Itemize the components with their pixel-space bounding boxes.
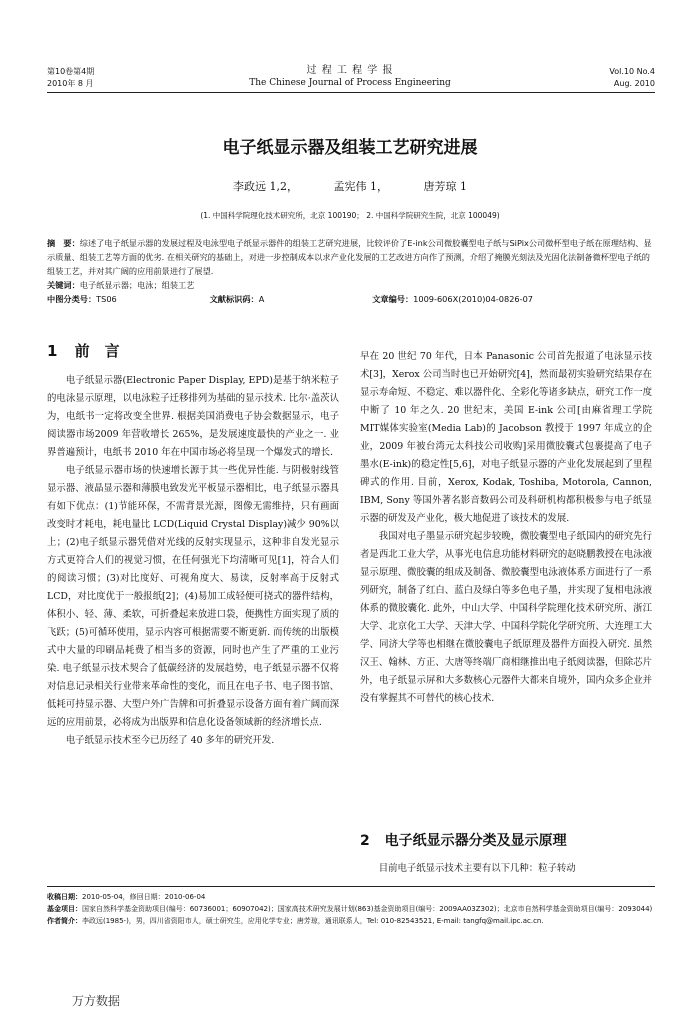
body-paragraph: 电子纸显示技术至今已历经了 40 多年的研究开发. (65, 735, 275, 746)
section-number: 2 (360, 833, 370, 849)
abstract-text: 综述了电子纸显示器的发展过程及电泳型电子纸显示器件的组装工艺研究进展，比较评价了E-ink公司微胶囊型电子纸与SiPix公司微杯型电子纸在原理结构、显示质量、组装工艺等方面的优劣. 在相关研究的基础上，对进一步控制成本以求产业化发展的工艺改进方向作了预测，介绍了掩膜光刻法及光固化法制备微杯型电子纸的组装工艺，并对其广阔的应用前景进行了展望. (47, 238, 652, 276)
author-name: 李政远 1,2， (233, 180, 298, 193)
header-volume-cn: 第10卷第4期 (47, 67, 95, 76)
received-value: 2010-05-04，修回日期：2010-06-04 (82, 893, 206, 901)
body-paragraph: 电子纸显示器市场的快速增长源于其一些优异性能. 与阴极射线管显示器、液晶显示器和薄膜电致发光平板显示器相比，电子纸显示器具有如下优点：(1)节能环保，不需背景光源，图像无需维持，只有画面改变时才耗电，耗电量比 LCD(Liquid Crystal Display)减少 90%以上；(2)电子纸显示器凭借对光线的反射实现显示，这种非自发光显示方式更符合人们的视觉习惯，在任何强光下均清晰可见[1]，符合人们的阅读习惯；(3)对比度好、可视角度大、易读，反射率高于反射式 LCD，对比度优于一般报纸[2]；(4)易加工成轻便可挠式的器件结构，体积小、轻、薄、柔软，可折叠起来放进口袋，便携性方面实现了质的飞跃；(5)可循环使用，显示内容可根据需要不断更新. 而传统的出版模式中大量的印刷品耗费了相当多的资源，同时也产生了严重的工业污染. 电子纸显示技术契合了低碳经济的发展趋势，电子纸显示器不仅将对信息记录相关行业带来革命性的变化，而且在电子书、电子图书馆、低耗可持显示器、大型户外广告牌和可折叠显示设备方面有着广阔而深远的应用前景，必将成为出版界和信息化设备领域新的经济增长点. (47, 465, 339, 728)
received-label: 收稿日期： (47, 893, 82, 901)
header-date-en: Aug. 2010 (613, 79, 655, 88)
body-paragraph: 电子纸显示器(Electronic Paper Display, EPD)是基于纳米粒子的电泳显示原理，以电泳粒子迁移排列为基础的显示技术. 比尔·盖茨认为，电纸书一定将改变全世界. 根据美国消费电子协会数据显示，电子阅读器市场2009 年营收增长 265%，是发展速度最快的产业之一. 业界普遍预计，电纸书 2010 年在中国市场必将呈现一个爆发式的增长. (47, 375, 339, 458)
affiliation: (1. 中国科学院理化技术研究所，北京 100190； 2. 中国科学院研究生院，北京 100049) (200, 211, 500, 220)
right-column-tail (360, 860, 652, 878)
author-list (0, 178, 700, 194)
funding-label: 基金项目： (47, 905, 82, 913)
paper-title: 电子纸显示器及组装工艺研究进展 (222, 138, 478, 158)
author-bio-label: 作者简介： (47, 917, 82, 925)
header-rule (47, 92, 655, 93)
right-column (360, 348, 652, 708)
section-2-heading (360, 830, 567, 850)
author-bio-value: 李政远(1985-)，男，四川省资阳市人，硕士研究生，应用化学专业；唐芳琼，通讯联系人，Tel: 010-82543521, E-mail: tangfq@mail.ipc.ac.cn. (82, 917, 544, 925)
body-paragraph: 早在 20 世纪 70 年代，日本 Panasonic 公司首先报道了电泳显示技术[3]，Xerox 公司当时也已开始研究[4]，然而最初实验研究结果存在显示寿命短、不稳定、难以器件化、全彩化等诸多缺点，研究工作一度中断了 10 年之久. 20 世纪末，美国 E-ink 公司[由麻省理工学院 MIT媒体实验室(Media Lab)的 Jacobson 教授于 1997 年成立的企业，2009 年被台湾元太科技公司收购]采用微胶囊式包裹提高了电子墨水(E-ink)的稳定性[5,6]，对电子纸显示器的产业化发展起到了里程碑式的作用. 目前，Xerox, Kodak, Toshiba, Motorola, Cannon, IBM, Sony 等国外著名影音数码公司及科研机构都积极参与电子纸显示器的研发及产业化，极大地促进了该技术的发展. (360, 351, 652, 524)
header-volume-en: Vol.10 No.4 (609, 67, 655, 76)
section-number: 1 (47, 342, 58, 360)
left-column (47, 372, 339, 750)
abstract-block (47, 236, 655, 306)
keywords-text: 电子纸显示器；电泳；组装工艺 (79, 280, 195, 290)
keywords-label: 关键词： (47, 280, 80, 290)
section-title: 前 言 (74, 342, 120, 360)
article-no-value: 1009-606X(2010)04-0826-07 (413, 294, 534, 304)
funding-value: 国家自然科学基金资助项目(编号：60736001；60907042)；国家高技术研究发展计划(863)基金资助项目(编号：2009AA03Z302)；北京市自然科学基金资助项目(编号：2093044) (82, 905, 653, 913)
keywords (47, 278, 655, 292)
journal-title-en: The Chinese Journal of Process Engineering (249, 78, 451, 88)
clc-label: 中图分类号： (47, 294, 97, 304)
abstract-label: 摘 要： (47, 238, 80, 248)
journal-title-cn: 过 程 工 程 学 报 (306, 65, 394, 76)
classification-row (47, 292, 655, 306)
footnote-block (47, 891, 655, 927)
body-paragraph: 目前电子纸显示技术主要有以下几种：粒子转动 (378, 863, 576, 874)
section-1-heading (47, 340, 120, 361)
author-name: 唐芳琼 1 (423, 180, 467, 193)
watermark: 万方数据 (72, 994, 121, 1008)
funding (47, 903, 655, 915)
clc-value: TS06 (96, 294, 117, 304)
abstract (47, 236, 655, 278)
doc-code-value: A (258, 294, 265, 304)
body-paragraph: 我国对电子墨显示研究起步较晚，微胶囊型电子纸国内的研究先行者是西北工业大学，从事光电信息功能材料研究的赵晓鹏教授在电泳液显示原理、微胶囊的组成及制备、微胶囊型电泳液体系方面进行了一系列研究，制备了红白、蓝白及绿白等多色电子墨，并实现了复相电泳液体系的微胶囊化. 此外，中山大学、中国科学院理化技术研究所、浙江大学、北京化工大学、天津大学、中国科学院化学研究所、大连理工大学、同济大学等也相继在微胶囊电子纸原理及器件方面投入研究. 虽然汉王、翰林、方正、大唐等终端厂商相继推出电子纸阅读器，但除芯片外，电子纸显示屏和大多数核心元器件大都来自境外，国内众多企业并没有掌握其不可替代的核心技术. (360, 531, 652, 704)
section-title: 电子纸显示器分类及显示原理 (384, 833, 567, 849)
author-bio (47, 915, 655, 927)
doc-code-label: 文献标识码： (209, 294, 259, 304)
footnote-rule (47, 886, 655, 887)
received-date (47, 891, 655, 903)
article-no-label: 文章编号： (372, 294, 414, 304)
author-name: 孟宪伟 1， (333, 180, 388, 193)
header-date-cn: 2010年 8 月 (47, 79, 94, 88)
